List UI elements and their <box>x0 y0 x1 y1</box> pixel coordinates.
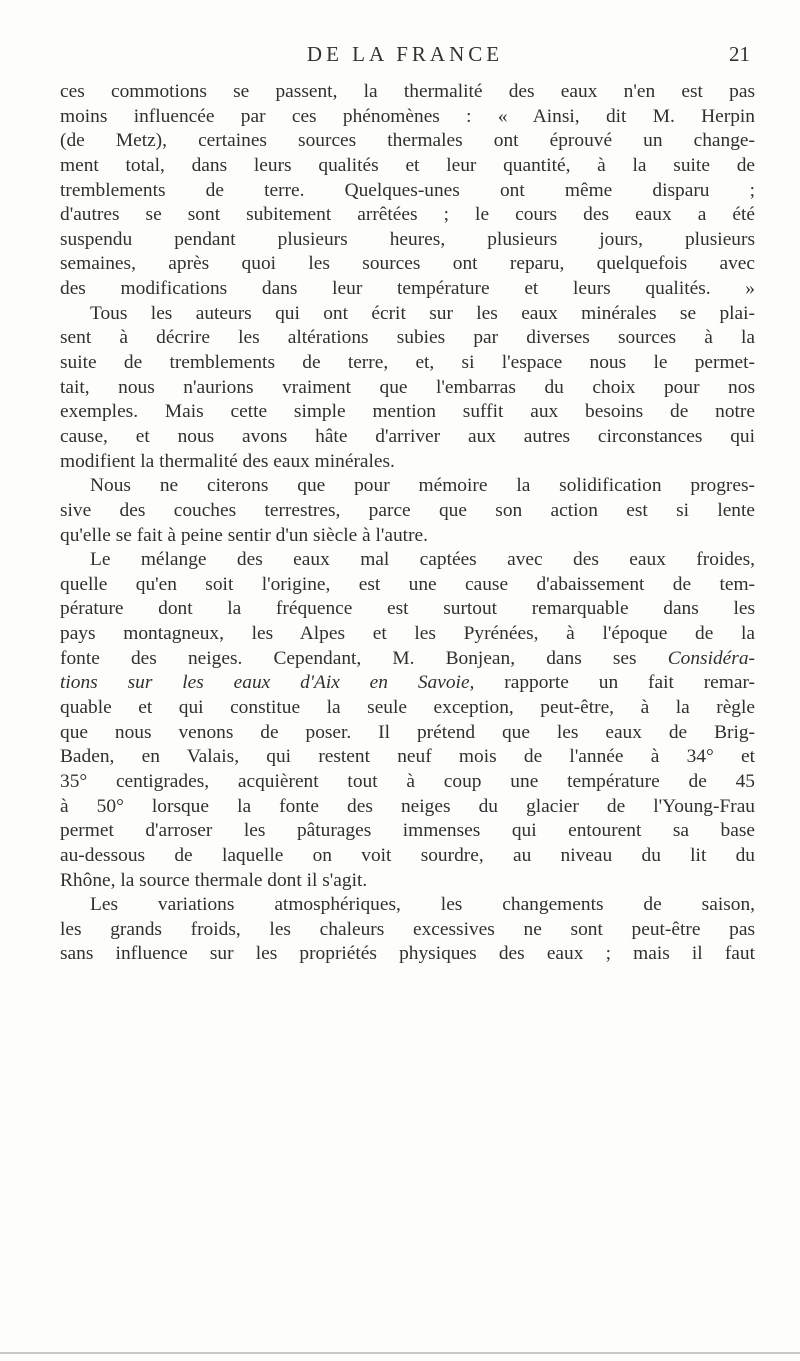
text-line: à 50° lorsque la fonte des neiges du glacier de l'Young-Frau <box>60 795 755 817</box>
page-header <box>60 42 750 72</box>
page-bottom-edge <box>0 1352 800 1354</box>
text-line: ces commotions se passent, la thermalité des eaux n'en est pas <box>60 81 755 102</box>
text-line: semaines, après quoi les sources ont reparu, quelquefois avec <box>60 253 755 275</box>
text-line: 35° centigrades, acquièrent tout à coup une température de 45 <box>60 770 755 792</box>
running-title: DE LA FRANCE <box>306 42 504 66</box>
text-line: Tous les auteurs qui ont écrit sur les eaux minérales se plai- <box>90 302 755 324</box>
page-number: 21 <box>729 42 750 66</box>
text-line: tremblements de terre. Quelques-unes ont même disparu ; <box>60 179 755 201</box>
italic-title: Considéra- <box>667 647 755 669</box>
text-line: moins influencée par ces phénomènes : « Ainsi, dit M. Herpin <box>60 105 755 127</box>
text-line: qu'elle se fait à peine sentir d'un siècle à l'autre. <box>60 524 428 546</box>
text-line: que nous venons de poser. Il prétend que les eaux de Brig- <box>60 721 755 743</box>
text-line: au-dessous de laquelle on voit sourdre, au niveau du lit du <box>60 844 755 866</box>
text-line: quable et qui constitue la seule exception, peut-être, à la règle <box>60 697 755 719</box>
text-line: Les variations atmosphériques, les changements de saison, <box>90 894 755 916</box>
text-line: tait, nous n'aurions vraiment que l'embarras du choix pour nos <box>60 376 755 398</box>
text-line: suspendu pendant plusieurs heures, plusieurs jours, plusieurs <box>60 228 755 250</box>
text-line: fonte des neiges. Cependant, M. Bonjean, dans ses Considéra- <box>60 647 755 669</box>
body-text <box>60 80 755 967</box>
text-line: des modifications dans leur température et leurs qualités. » <box>60 278 755 300</box>
text-line: (de Metz), certaines sources thermales ont éprouvé un change- <box>60 130 755 152</box>
text-line: pérature dont la fréquence est surtout remarquable dans les <box>60 598 755 620</box>
text-line: d'autres se sont subitement arrêtées ; le cours des eaux a été <box>60 204 755 226</box>
text-line: tions sur les eaux d'Aix en Savoie, rapporte un fait remar- <box>60 672 756 694</box>
text-line: sent à décrire les altérations subies par diverses sources à la <box>60 327 755 349</box>
text-line: cause, et nous avons hâte d'arriver aux autres circonstances qui <box>60 425 755 447</box>
text-line: Rhône, la source thermale dont il s'agit. <box>60 869 368 891</box>
text-line: Baden, en Valais, qui restent neuf mois de l'année à 34° et <box>60 746 755 768</box>
text-line: suite de tremblements de terre, et, si l'espace nous le permet- <box>60 352 755 374</box>
text-line: sans influence sur les propriétés physiques des eaux ; mais il faut <box>60 943 755 965</box>
text-line: les grands froids, les chaleurs excessives ne sont peut-être pas <box>60 918 755 940</box>
text-line: modifient la thermalité des eaux minérales. <box>60 450 395 472</box>
text-line: Nous ne citerons que pour mémoire la solidification progres- <box>90 475 755 497</box>
text-line: permet d'arroser les pâturages immenses qui entourent sa base <box>60 820 755 842</box>
text-line: ment total, dans leurs qualités et leur quantité, à la suite de <box>60 154 755 176</box>
text-line: exemples. Mais cette simple mention suffit aux besoins de notre <box>60 401 755 423</box>
italic-title: tions sur les eaux d'Aix en Savoie, <box>60 672 475 694</box>
text-line: Le mélange des eaux mal captées avec des eaux froides, <box>90 549 755 571</box>
text-line: sive des couches terrestres, parce que son action est si lente <box>60 499 755 521</box>
text-line: pays montagneux, les Alpes et les Pyrénées, à l'époque de la <box>60 623 755 645</box>
text-line: quelle qu'en soit l'origine, est une cause d'abaissement de tem- <box>60 573 755 595</box>
